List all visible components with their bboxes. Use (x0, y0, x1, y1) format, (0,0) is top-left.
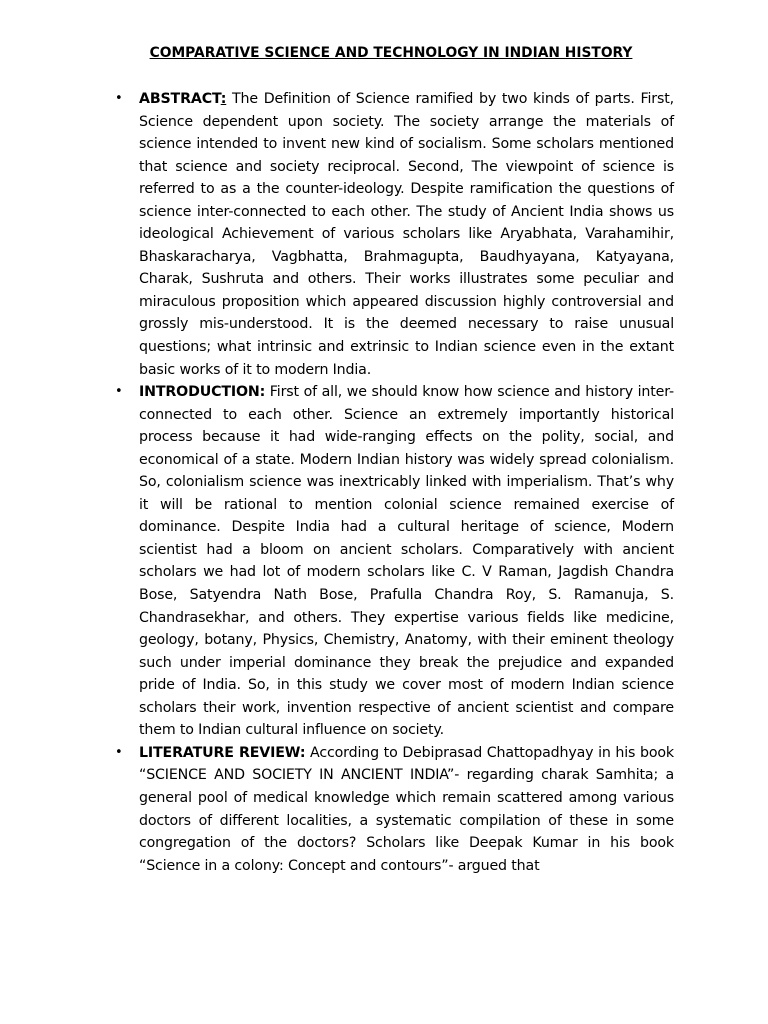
abstract-label-colon: : (220, 91, 227, 107)
bullet-icon: • (115, 91, 123, 106)
abstract-label-text: ABSTRACT (139, 91, 221, 107)
section-list (115, 88, 674, 877)
literature-review-section (115, 742, 674, 877)
abstract-label (139, 91, 226, 107)
abstract-section (115, 88, 674, 381)
bullet-icon: • (115, 384, 123, 400)
bullet-icon: • (115, 744, 123, 760)
literature-review-text: According to Debiprasad Chattopadhyay in his book “SCIENCE AND SOCIETY IN ANCIENT INDIA”- regarding charak Samhita; a general pool of medical knowledge which remain scattered among various doctors of different localities, a systematic compilation of these in some congregation of the doctors? Scholars like Deepak Kumar in his book “Science in a colony: Concept and contours”- argued that (139, 744, 674, 874)
document-title: COMPARATIVE SCIENCE AND TECHNOLOGY IN INDIAN HISTORY (149, 45, 633, 61)
introduction-label: INTRODUCTION: (139, 384, 266, 401)
introduction-text: First of all, we should know how science and history inter-connected to each other. Science an extremely importantly historical process because it had wide-ranging effects on the polity, social, and economical of a state. Modern Indian history was widely spread colonialism. So, colonialism science was inextricably linked with imperialism. That’s why it will be rational to mention colonial science remained exercise of dominance. Despite India had a cultural heritage of science, Modern scientist had a bloom on ancient scholars. Comparatively with ancient scholars we had lot of modern scholars like C. V Raman, Jagdish Chandra Bose, Satyendra Nath Bose, Prafulla Chandra Roy, S. Ramanuja, S. Chandrasekhar, and others. They expertise various fields like medicine, geology, botany, Physics, Chemistry, Anatomy, with their eminent theology such under imperial dominance they break the prejudice and expanded pride of India. So, in this study we cover most of modern Indian science scholars their work, invention respective of ancient scientist and compare them to Indian cultural influence on society. (139, 384, 674, 739)
literature-review-label: LITERATURE REVIEW: (139, 744, 306, 761)
abstract-text: The Definition of Science ramified by two kinds of parts. First, Science dependent upon society. The society arrange the materials of science intended to invent new kind of socialism. Some scholars mentioned that science and society reciprocal. Second, The viewpoint of science is referred to as a the counter-ideology. Despite ramification the questions of science inter-connected to each other. The study of Ancient India shows us ideological Achievement of various scholars like Aryabhata, Varahamihir, Bhaskaracharya, Vagbhatta, Brahmagupta, Baudhyayana, Katyayana, Charak, Sushruta and others. Their works illustrates some peculiar and miraculous proposition which appeared discussion highly controversial and grossly mis-understood. It is the deemed necessary to raise unusual questions; what intrinsic and extrinsic to Indian science even in the extant basic works of it to modern India. (139, 91, 674, 378)
introduction-section (115, 381, 674, 742)
